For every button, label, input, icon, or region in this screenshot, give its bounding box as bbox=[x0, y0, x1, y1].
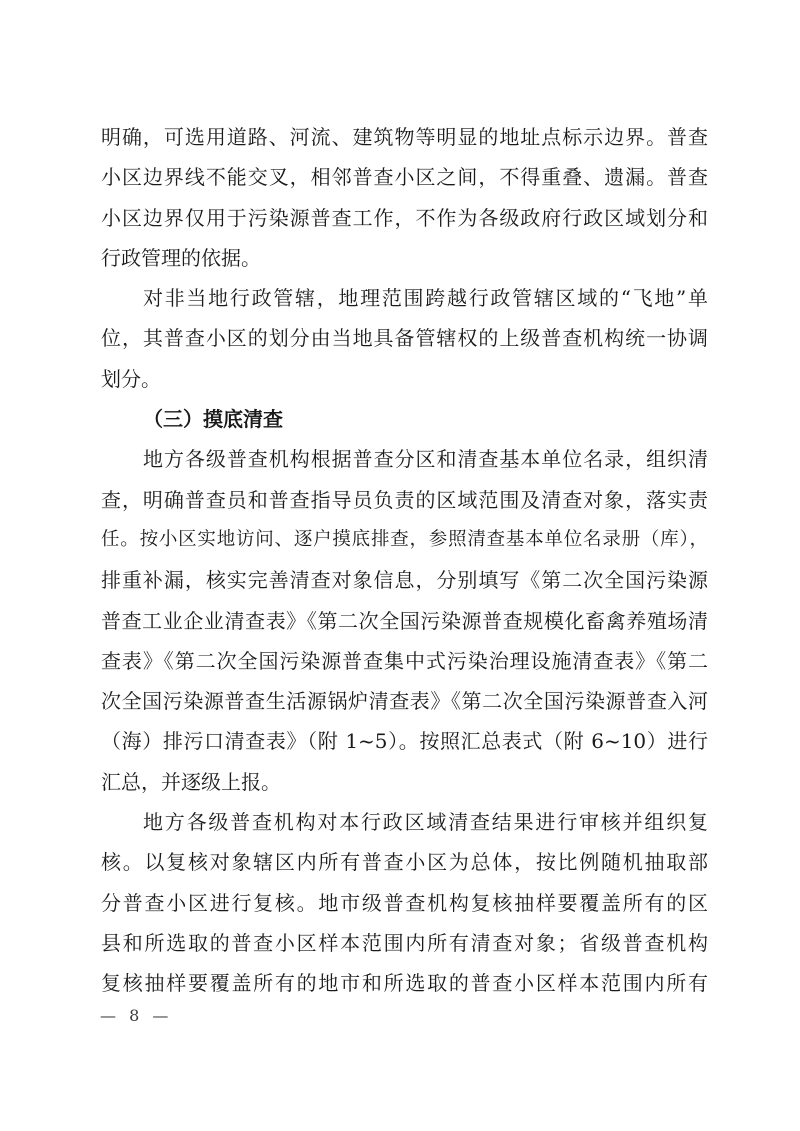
text-line: 位，其普查小区的划分由当地具备管辖权的上级普查机构统一协调 bbox=[101, 326, 708, 351]
text-line: 汇总，并逐级上报。 bbox=[101, 769, 281, 794]
text-line: 明确，可选用道路、河流、建筑物等明显的地址点标示边界。普查 bbox=[101, 125, 708, 149]
text-line: 次全国污染源普查生活源锅炉清查表》《第二次全国污染源普查入河 bbox=[101, 689, 708, 714]
section-heading: （三）摸底清查 bbox=[143, 407, 283, 432]
text-line: 查，明确普查员和普查指导员负责的区域范围及清查对象，落实责 bbox=[101, 487, 708, 512]
text-line: （海）排污口清查表》（附 1~5）。按照汇总表式（附 6~10）进行 bbox=[101, 729, 708, 754]
text-line: 县和所选取的普查小区样本范围内所有清查对象；省级普查机构 bbox=[101, 930, 708, 955]
text-line: 任。按小区实地访问、逐户摸底排查，参照清查基本单位名录册（库）， bbox=[101, 528, 708, 550]
text-line: 查表》《第二次全国污染源普查集中式污染治理设施清查表》《第二 bbox=[101, 648, 708, 673]
page-footer bbox=[100, 1004, 169, 1028]
text-line: 排重补漏，核实完善清查对象信息，分别填写《第二次全国污染源 bbox=[101, 568, 708, 593]
text-line: 普查工业企业清查表》《第二次全国污染源普查规模化畜禽养殖场清 bbox=[101, 608, 708, 633]
text-line: 地方各级普查机构对本行政区域清查结果进行审核并组织复 bbox=[143, 810, 708, 835]
text-line: 划分。 bbox=[101, 366, 161, 391]
text-line: 复核抽样要覆盖所有的地市和所选取的普查小区样本范围内所有 bbox=[101, 971, 708, 996]
body-text bbox=[101, 117, 708, 1004]
text-line: 小区边界线不能交叉，相邻普查小区之间，不得重叠、遗漏。普查 bbox=[101, 165, 708, 190]
page-number: — 8 — bbox=[100, 1006, 170, 1025]
text-line: 分普查小区进行复核。地市级普查机构复核抽样要覆盖所有的区 bbox=[101, 890, 708, 915]
text-line: 对非当地行政管辖，地理范围跨越行政管辖区域的“飞地”单 bbox=[143, 286, 708, 311]
text-line: 地方各级普查机构根据普查分区和清查基本单位名录，组织清 bbox=[143, 447, 708, 472]
text-line: 行政管理的依据。 bbox=[101, 245, 261, 270]
text-line: 小区边界仅用于污染源普查工作，不作为各级政府行政区域划分和 bbox=[101, 205, 708, 230]
text-line: 核。以复核对象辖区内所有普查小区为总体，按比例随机抽取部 bbox=[101, 850, 708, 875]
